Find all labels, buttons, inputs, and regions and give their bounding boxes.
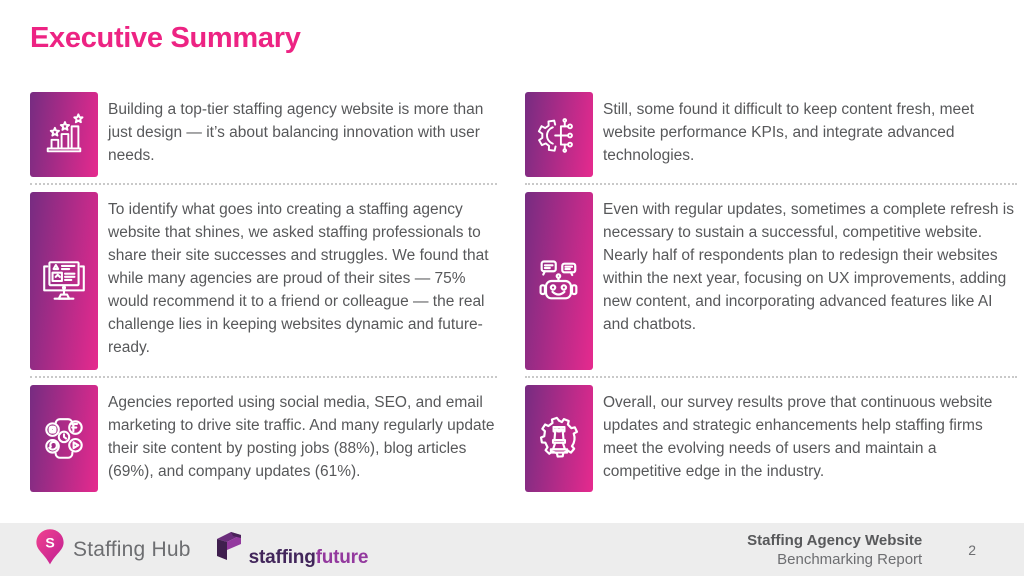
staffing-future-cube-icon: [215, 530, 247, 569]
staffing-hub-pin-icon: [35, 528, 65, 571]
icon-tile: [525, 192, 593, 370]
chatbot-robot-icon: [533, 255, 585, 307]
summary-block-3: [30, 385, 497, 492]
summary-text: To identify what goes into creating a staffing agency website that shines, we asked staffing professionals to share their site successes and struggles. We found that while many agencies are proud of their sites — 75% would recommend it to a friend or colleague — the real challenge lies in keeping websites dynamic and future-ready.: [108, 201, 489, 356]
report-title-line1: Staffing Agency Website: [747, 531, 923, 549]
summary-text: Agencies reported using social media, SEO, and email marketing to drive site traffic. And many regularly update their site content by posting jobs (88%), blog articles (69%), and company updates (61%).: [108, 394, 495, 480]
strategy-gear-rook-icon: [533, 413, 585, 465]
footer-bar: [0, 523, 1024, 576]
summary-block-4: [525, 92, 1017, 177]
icon-tile: [525, 92, 593, 177]
left-column: [30, 92, 497, 492]
icon-tile: [30, 92, 98, 177]
summary-block-1: [30, 92, 497, 177]
dotted-divider: [525, 376, 1017, 378]
staffing-hub-label: Staffing Hub: [73, 537, 191, 561]
icon-tile: [525, 385, 593, 492]
summary-block-5: [525, 192, 1017, 370]
content-grid: [30, 92, 1017, 492]
dotted-divider: [30, 376, 497, 378]
summary-text: Still, some found it difficult to keep content fresh, meet website performance KPIs, and integrate advanced technologies.: [603, 101, 975, 164]
svg-text:S: S: [45, 534, 55, 551]
summary-text: Even with regular updates, sometimes a complete refresh is necessary to sustain a successful, competitive website. Nearly half of respondents plan to redesign their websites within the next year, focusing on UX improvements, adding new content, and incorporating advanced features like AI and chatbots.: [603, 201, 1014, 333]
staffing-hub-logo: [35, 528, 191, 571]
summary-text: Building a top-tier staffing agency website is more than just design — it’s about balancing innovation with user needs.: [108, 101, 484, 164]
report-title-line2: Benchmarking Report: [777, 550, 923, 568]
dotted-divider: [30, 183, 497, 185]
summary-block-2: [30, 192, 497, 370]
monitor-webpage-icon: [39, 256, 89, 306]
staffing-future-label-part2: future: [315, 547, 369, 568]
bar-chart-stars-icon: [41, 112, 87, 158]
summary-text: Overall, our survey results prove that continuous website updates and strategic enhancements help staffing firms meet the evolving needs of users and maintain a competitive edge in the industry.: [603, 394, 993, 480]
dotted-divider: [525, 183, 1017, 185]
page-number: 2: [968, 541, 976, 558]
gear-circuit-icon: [536, 112, 582, 158]
icon-tile: [30, 192, 98, 370]
icon-tile: [30, 385, 98, 492]
summary-block-6: [525, 385, 1017, 492]
staffing-future-label: [249, 547, 369, 569]
staffing-future-label-part1: staffing: [248, 547, 316, 568]
phone-social-media-icon: [39, 414, 89, 464]
report-title: [747, 531, 922, 569]
page-title: Executive Summary: [30, 22, 301, 54]
staffing-future-logo: [215, 530, 369, 569]
right-column: [525, 92, 1017, 492]
